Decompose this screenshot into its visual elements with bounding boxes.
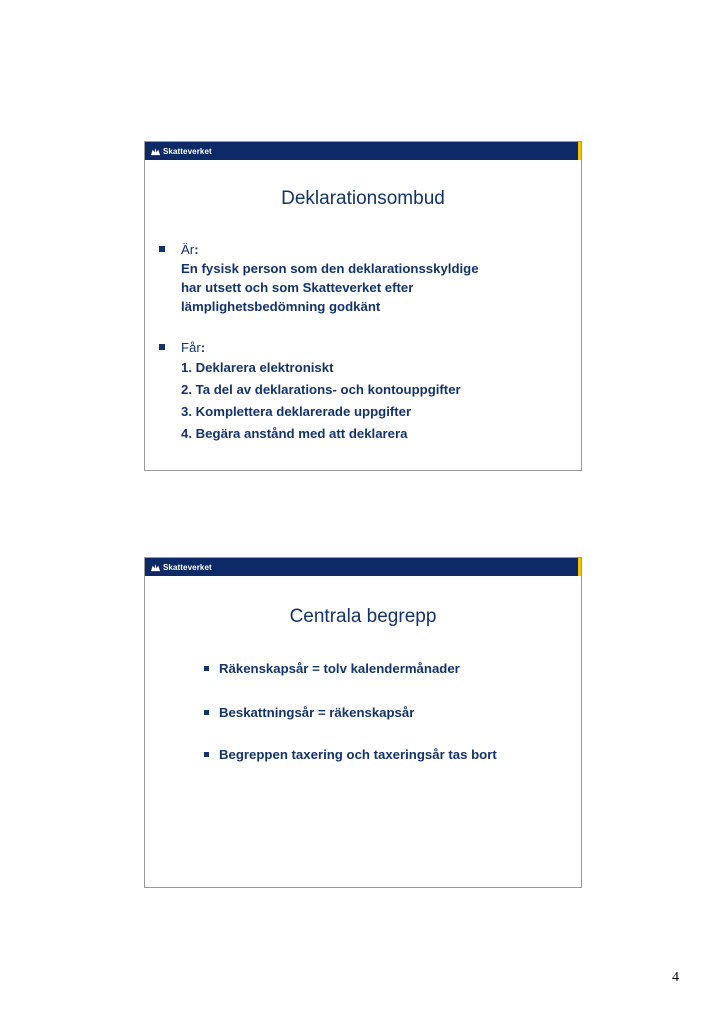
bullet-text: Räkenskapsår = tolv kalendermånader [219,661,460,676]
skatteverket-logo [150,142,212,160]
bullet-text: Beskattningsår = räkenskapsår [219,705,415,720]
page-number: 4 [672,970,679,985]
bullet-label: Får [181,340,201,355]
list-item: 2. Ta del av deklarations- och kontouppgifter [181,382,461,397]
text-line: lämplighetsbedömning godkänt [181,299,381,314]
bullet-item-far [159,338,569,445]
slide-title: Deklarationsombud [281,188,445,209]
list-item: 1. Deklarera elektroniskt [181,360,334,375]
bullet-colon: : [194,242,199,257]
header-accent-stripe [578,142,581,160]
list-item: 4. Begära anstånd med att deklarera [181,426,408,441]
slide-header-bar [145,558,581,576]
bullet-item [219,659,539,678]
bullet-label: Är [181,242,195,257]
skatteverket-logo [150,558,212,576]
header-accent-stripe [578,558,581,576]
crown-icon [150,562,161,573]
bullet-block [159,240,569,445]
square-bullet-icon [159,344,165,350]
square-bullet-icon [204,710,209,715]
slide-deklarationsombud [144,141,582,471]
square-bullet-icon [159,246,165,252]
bullet-text: Begreppen taxering och taxeringsår tas bort [219,747,497,762]
bullet-item-ar [159,240,569,316]
bullet-colon: : [200,340,206,355]
list-item: 3. Komplettera deklarerade uppgifter [181,404,412,419]
logo-text: Skatteverket [163,146,212,156]
bullet-item [219,745,519,764]
text-line: har utsett och som Skatteverket efter [181,280,414,295]
slide-centrala-begrepp [144,557,582,888]
logo-text: Skatteverket [163,562,212,572]
slide-title: Centrala begrepp [289,606,437,627]
square-bullet-icon [204,666,209,671]
square-bullet-icon [204,752,209,757]
text-line: En fysisk person som den deklarationsskyldige [181,261,479,276]
slide-header-bar [145,142,581,160]
bullet-item [219,703,539,722]
crown-icon [150,146,161,157]
